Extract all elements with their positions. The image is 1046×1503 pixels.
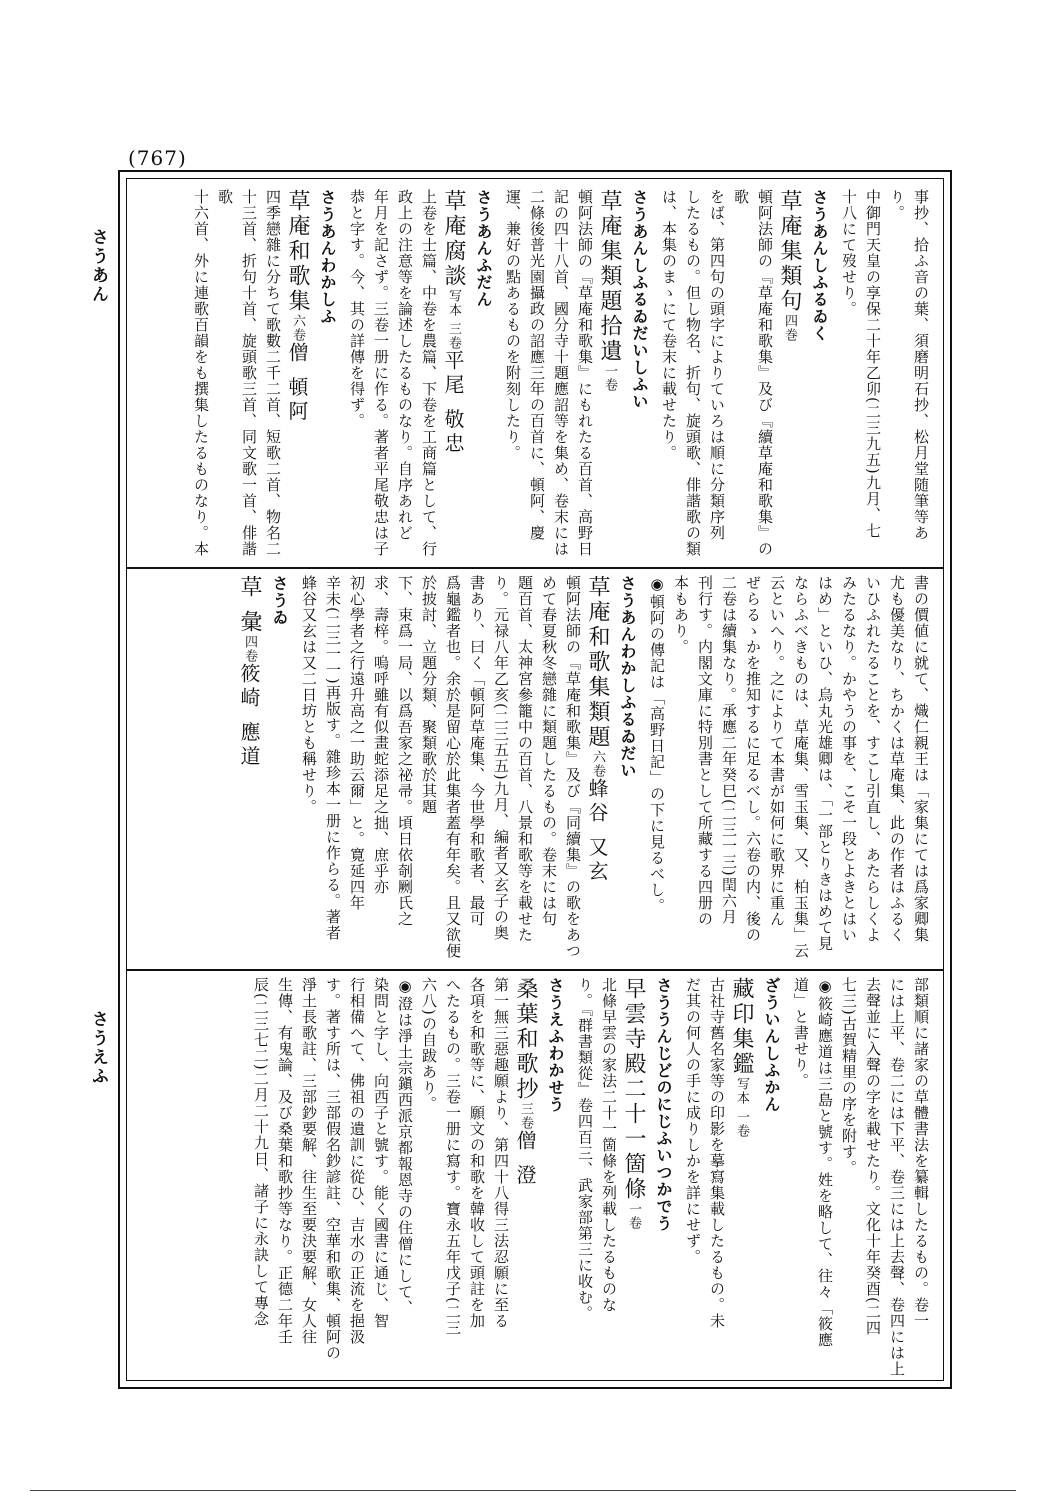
entry-title: 草 彙	[237, 575, 262, 635]
text-line: 記の四十八首、國分寺十題應詔等を集め、卷末には	[552, 189, 570, 557]
text-line: 去聲並に入聲の字を載せたり。文化十年癸酉(二四	[864, 977, 882, 1336]
text-line: ならふべきものは、草庵集、雪玉集、又、柏玉集」云	[792, 575, 810, 959]
entry-title: 桑葉和歌抄	[513, 977, 538, 1102]
text-line: はめ」といひ、烏丸光雄卿は、「一部とりきはめて見	[816, 575, 834, 952]
text-line: 生傳、有鬼論、及び桑葉和歌抄等なり。正德二年壬	[276, 977, 294, 1345]
entry-meta: 六卷	[590, 750, 605, 778]
text-line: ぜらるゝかを推知するに足るべし。六卷の内、後の	[744, 575, 762, 943]
entry-title: 草庵集類題拾遺	[597, 189, 622, 364]
text-line: 七三)古賀精里の序を附す。	[840, 977, 858, 1176]
text-line: 辰(二三七二)二月二十九日、諸子に永訣して專念	[252, 977, 270, 1327]
text-line: へたるもの。三卷一册に寫す。寶永五年戊子(二三	[444, 977, 462, 1336]
entry-author: 僧 頓阿	[285, 342, 309, 425]
entry-meta: 写本 一卷	[734, 1077, 749, 1139]
entry-meta: 一卷	[626, 1202, 641, 1230]
entry-title-line	[441, 189, 465, 561]
text-line: 求、壽梓。嗚呼雖有似畫蛇添足之拙、庶乎亦	[372, 575, 390, 895]
entry-title: 藏印集鑑	[729, 977, 754, 1077]
entry-title-line	[729, 977, 753, 1377]
text-line: り。元禄八年乙亥(二三五五)九月、編者又玄子の奥	[492, 575, 510, 941]
entry-heading: さうあんふだん	[474, 189, 493, 308]
entry-author: 僧 澄	[513, 1130, 537, 1189]
text-line: 北條早雲の家法二十一箇條を列載したるものな	[600, 977, 618, 1313]
text-line: 二卷は續集なり。承應二年癸巳(二三一三)閏六月	[720, 575, 738, 925]
text-line: 十三首、折句十首、旋頭歌三首、同文歌一首、俳諧歌	[216, 189, 258, 557]
text-line: 恭と字す。今、其の詳傳を得ず。	[348, 189, 366, 429]
text-line: 中御門天皇の享保二十年乙卯(二三九五)九月、七	[864, 189, 882, 539]
tier-divider-upper	[127, 567, 943, 569]
entry-title: 草庵和歌集類題	[585, 575, 610, 750]
text-line: 四季戀雜に分ちて歌數二千二首、短歌二首、物名二	[264, 189, 282, 557]
text-line: 辛未(二三一一)再版す。雜珍本一册に作らる。著者	[324, 575, 342, 941]
text-line: 上卷を士篇、中卷を農篇、下卷を工商篇として、行	[420, 189, 438, 557]
entry-title: 早雲寺殿二十一箇條	[621, 977, 646, 1202]
text-line: 初心學者之行遠升高之一助云爾」と。寛延四年	[348, 575, 366, 911]
entry-meta: 写本 三卷	[446, 289, 461, 351]
text-line: 書あり、曰く「頓阿草庵集、今世學和歌者、最可	[468, 575, 486, 927]
text-line: 題百首、太神宮參籠中の百首、八景和歌等を載せた	[516, 575, 534, 943]
entry-title: 草庵集類句	[777, 189, 802, 314]
entry-title-line	[777, 189, 801, 561]
text-line: 行相備へて、佛祖の遺訓に從ひ、吉水の正流を挹汲	[348, 977, 366, 1345]
middle-tier	[137, 575, 933, 963]
entry-heading: ざういんしふかん	[762, 977, 781, 1113]
entry-heading: さううんじどのにじふいつかでう	[654, 977, 673, 1232]
text-line: 二條後普光園攝政の詔應三年の百首に、頓阿、慶	[528, 189, 546, 541]
entry-heading: さうあんわかしふるゐだい	[618, 575, 637, 779]
text-line: したるもの。但し物名、折句、旋頭歌、俳諧歌の類	[684, 189, 702, 557]
upper-tier	[137, 189, 933, 561]
text-line: 政上の注意等を論述したるものなり。自序あれど	[396, 189, 414, 541]
text-line: 部類順に諸家の草體書法を纂輯したるもの。卷一	[912, 977, 930, 1329]
text-line: 本もあり。	[672, 575, 690, 655]
text-line: ◉筱崎應道は三島と號す。姓を略して、往々「筱應	[816, 977, 834, 1348]
text-line: ◉頓阿の傳記は「高野日記」の下に見るべし。	[648, 575, 666, 914]
text-line: 運、兼好の點あるものを附刻したり。	[504, 189, 522, 461]
text-line: 六八)の自跋あり。	[420, 977, 438, 1112]
text-line: 淨土長歌註、三部鈔要解、往生至要決要解、女人往	[300, 977, 318, 1345]
text-line: 下、束爲一局、以爲吾家之祕帚。頃日依剞劂氏之	[396, 575, 414, 927]
entry-title: 草庵和歌集	[285, 189, 310, 314]
entry-heading: さうあんしふるゐく	[810, 189, 829, 342]
text-line: には上平、卷二には下平、卷三には上去聲、卷四には上	[888, 977, 906, 1377]
text-line: 尤も優美なり、ちかくは草庵集、此の作者はふるく	[888, 575, 906, 943]
text-line: 第一無三惡趣願より、第四十八得三法忍願に至る	[492, 977, 510, 1329]
margin-heading-top: さうあん	[88, 228, 108, 304]
text-line: 頓阿法師の『草庵和歌集』及び『同續集』の歌をあつ	[564, 575, 582, 959]
entry-meta: 六卷	[290, 314, 305, 342]
entry-meta: 四卷	[242, 635, 257, 663]
bottom-rule	[30, 1490, 1016, 1491]
text-line: す。著す所は、三部假名鈔諺註、空華和歌集、頓阿の	[324, 977, 342, 1361]
text-line: 染問と字し、向西子と號す。能く國書に通じ、智	[372, 977, 390, 1329]
text-line: 蜂谷又玄は又二日坊とも稱せり。	[300, 575, 318, 815]
entry-title-line	[513, 977, 537, 1377]
text-line: 道」と書せり。	[792, 977, 810, 1089]
text-line: 頓阿法師の『草庵和歌集』及び『續草庵和歌集』の歌	[732, 189, 774, 557]
entry-heading: さうあんわかしふ	[318, 189, 337, 325]
text-line: めて春夏秋冬戀雜に類題したるもの。卷末には句	[540, 575, 558, 927]
text-line: は、本集のまゝにて卷末に載せたり。	[660, 189, 678, 461]
lower-tier	[137, 977, 933, 1377]
text-line: 書の價値に就て、熾仁親王は「家集にては爲家卿集	[912, 575, 930, 943]
text-line: り。『群書類從』卷四百三、武家部第三に收む。	[576, 977, 594, 1322]
margin-heading-bottom: さうえふ	[88, 1010, 108, 1086]
text-line: 刊行す。内閣文庫に特別書として所藏する四册の	[696, 575, 714, 927]
entry-title-line	[237, 575, 261, 963]
entry-heading: さうあんしふるゐだいしふい	[630, 189, 649, 410]
text-line: 十六首、外に連歌百韻をも撰集したるものなり。本	[192, 189, 210, 557]
text-line: をば、第四句の頭字によりていろは順に分類序列	[708, 189, 726, 541]
entry-title-line	[585, 575, 609, 963]
entry-meta: 三卷	[518, 1102, 533, 1130]
entry-heading: さうゐ	[270, 575, 289, 626]
entry-title-line	[285, 189, 309, 561]
tier-divider-lower	[127, 969, 943, 971]
entry-author: 蜂谷 又玄	[585, 778, 609, 885]
entry-heading: さうえふわかせう	[546, 977, 565, 1113]
page-number: (767)	[128, 146, 187, 170]
text-line: ◉澄は淨土宗鎭西派京都報恩寺の住僧にして、	[396, 977, 414, 1316]
entry-title: 草庵腐談	[441, 189, 466, 289]
entry-author: 平尾 敬忠	[441, 350, 465, 457]
text-line: 云といへり。之によりて本書が如何に歌界に重ん	[768, 575, 786, 927]
entry-meta: 四巻	[782, 314, 797, 342]
text-line: 年月を記さず。三卷一册に作る。著者平尾敬忠は子	[372, 189, 390, 557]
entry-author: 筱崎 應道	[237, 663, 261, 770]
page-frame-inner	[126, 178, 944, 1381]
entry-title-line	[621, 977, 645, 1377]
text-line: 各項を和歌等に、願文の和歌を韓收して頭註を加	[468, 977, 486, 1329]
text-line: 十八にて歿せり。	[840, 189, 858, 317]
text-line: 事抄、拾ふ音の葉、須磨明石抄、松月堂随筆等あり。	[888, 189, 930, 541]
entry-title-line	[597, 189, 621, 561]
text-line: 頓阿法師の『草庵和歌集』にもれたる百首、高野日	[576, 189, 594, 557]
text-line: だ其の何人の手に成りしかを詳にせず。	[684, 977, 702, 1265]
text-line: 爲龜鑑者也。余於是留心於此集者蓋有年矣。且又欲便於披討、立題分類、聚類歌於其題	[420, 575, 462, 959]
page-frame	[118, 170, 952, 1389]
text-line: みたるなり。かやうの事を、こそ一段とよきとはい	[840, 575, 858, 943]
text-line: いひふれたることを、すこし引直し、あたらしくよ	[864, 575, 882, 943]
entry-meta: 一卷	[602, 364, 617, 392]
text-line: 古社寺舊名家等の印影を摹寫集載したるもの。未	[708, 977, 726, 1329]
